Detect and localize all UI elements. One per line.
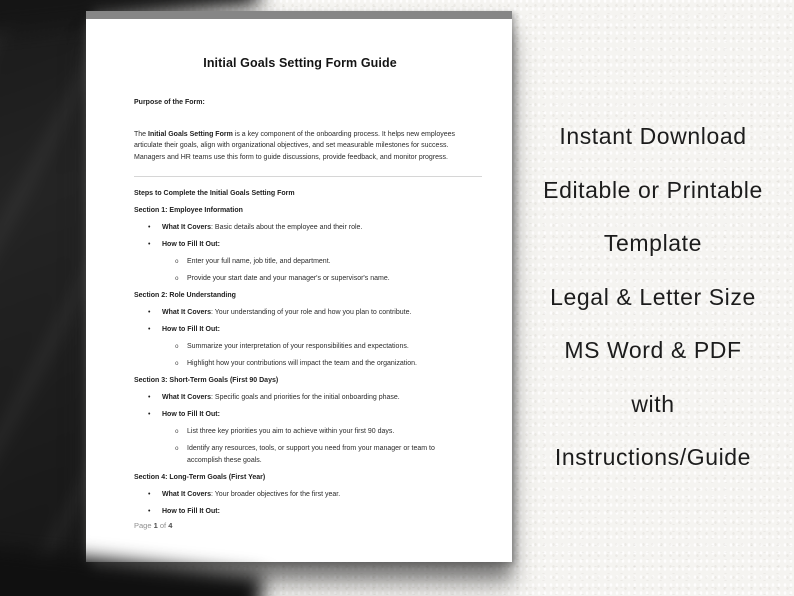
page-word: Page <box>134 521 152 530</box>
page-sheet <box>86 19 512 562</box>
fill-label: How to Fill It Out <box>162 411 218 418</box>
fill-colon: : <box>217 411 220 418</box>
sub-bullet-text: Highlight how your contributions will impact the team and the organization. <box>187 360 417 367</box>
circle-bullet-icon: o <box>175 258 179 265</box>
bullet-icon: • <box>148 309 151 316</box>
circle-bullet-icon: o <box>175 275 179 282</box>
bullet-item <box>134 506 466 518</box>
bullet-icon: • <box>148 507 151 515</box>
section-heading: Section 2: Role Understanding <box>134 292 236 299</box>
bullet-icon: • <box>148 394 151 401</box>
circle-bullet-icon: o <box>175 445 179 452</box>
covers-label: What It Covers <box>162 309 212 316</box>
document-content <box>86 19 512 517</box>
bullet-icon: • <box>148 490 151 498</box>
sub-bullet-text: Identify any resources, tools, or support you need from your manager or team to accomplish these goals. <box>187 445 435 464</box>
fill-label: How to Fill It Out <box>162 241 218 248</box>
marketing-line-word-pdf: MS Word & PDF <box>564 337 742 363</box>
bullet-item <box>134 392 466 404</box>
fill-label: How to Fill It Out <box>162 326 218 333</box>
document-title: Initial Goals Setting Form Guide <box>203 56 397 70</box>
purpose-heading: Purpose of the Form: <box>134 99 205 106</box>
of-word: of <box>159 521 167 530</box>
marketing-line-legal-letter: Legal & Letter Size <box>550 283 756 310</box>
covers-text: : Basic details about the employee and their role. <box>211 224 363 231</box>
marketing-text-column <box>512 110 794 485</box>
marketing-line-instant-download: Instant Download <box>559 123 747 149</box>
section-heading: Section 4: Long-Term Goals (First Year) <box>134 473 266 481</box>
section-heading: Section 3: Short-Term Goals (First 90 Days) <box>134 377 279 384</box>
sub-bullet-item <box>134 273 466 285</box>
bullet-icon: • <box>148 224 151 231</box>
page-total: 4 <box>168 521 173 530</box>
page-top-bar <box>86 11 512 19</box>
fill-colon: : <box>217 326 220 333</box>
sub-bullet-text: List three key priorities you aim to achieve within your first 90 days. <box>187 428 395 435</box>
steps-heading: Steps to Complete the Initial Goals Setting Form <box>134 190 295 197</box>
covers-text: : Your broader objectives for the first year. <box>211 490 341 498</box>
sub-bullet-text: Summarize your interpretation of your responsibilities and expectations. <box>187 343 409 350</box>
bullet-icon: • <box>148 326 151 333</box>
sub-bullet-item <box>134 358 466 370</box>
sub-bullet-item <box>134 426 466 438</box>
bullet-item <box>134 489 466 501</box>
intro-rest: is a key component of the onboarding process. It helps new employees articulate their goals, align with organizational objectives, and set measurable milestones for success. Managers and HR teams use this form to guide discussions, provide feedback, and monitor progress. <box>134 130 456 161</box>
covers-label: What It Covers <box>162 490 212 498</box>
fill-colon: : <box>217 507 220 515</box>
sub-bullet-text: Enter your full name, job title, and department. <box>187 258 331 265</box>
bullet-item <box>134 324 466 336</box>
section-heading: Section 1: Employee Information <box>134 207 243 214</box>
sub-bullet-item <box>134 443 466 466</box>
fill-label: How to Fill It Out <box>162 507 218 515</box>
left-dark-shadow <box>0 0 92 596</box>
fill-colon: : <box>217 241 220 248</box>
marketing-line-instructions-guide: Instructions/Guide <box>554 444 752 470</box>
circle-bullet-icon: o <box>175 343 179 350</box>
circle-bullet-icon: o <box>175 360 179 367</box>
circle-bullet-icon: o <box>175 428 179 435</box>
page-number-footer <box>134 520 172 531</box>
sub-bullet-item <box>134 341 466 353</box>
intro-bold-term: Initial Goals Setting Form <box>148 130 233 138</box>
bullet-item <box>134 239 466 251</box>
page-current: 1 <box>153 521 158 530</box>
bullet-item <box>134 307 466 319</box>
section-divider <box>134 176 482 177</box>
sub-bullet-item <box>134 256 466 268</box>
bullet-item <box>134 409 466 421</box>
bullet-item <box>134 222 466 234</box>
document-page <box>86 11 512 562</box>
covers-text: : Specific goals and priorities for the initial onboarding phase. <box>211 394 400 401</box>
sub-bullet-text: Provide your start date and your manager's or supervisor's name. <box>187 275 390 282</box>
marketing-line-editable-printable: Editable or Printable <box>543 176 763 203</box>
intro-paragraph <box>134 129 466 164</box>
marketing-line-template: Template <box>603 230 703 256</box>
marketing-line-with: with <box>631 390 675 417</box>
covers-label: What It Covers <box>162 394 212 401</box>
covers-label: What It Covers <box>162 224 212 231</box>
covers-text: : Your understanding of your role and how you plan to contribute. <box>211 309 412 316</box>
intro-lead: The <box>134 130 147 138</box>
bullet-icon: • <box>148 411 151 418</box>
bullet-icon: • <box>148 241 151 248</box>
